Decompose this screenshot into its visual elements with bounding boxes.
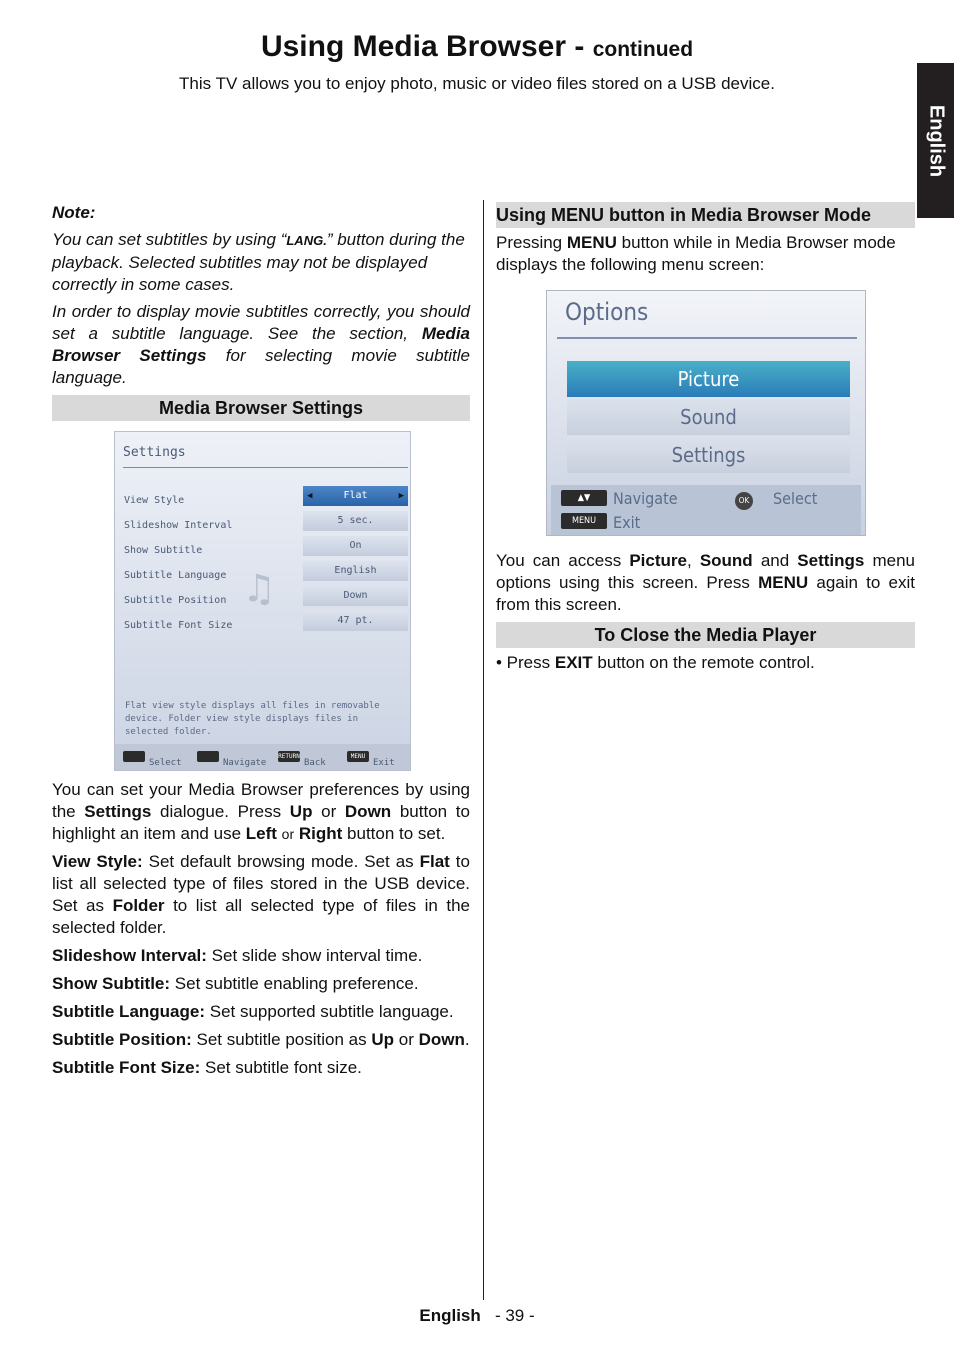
view-style-paragraph: View Style: Set default browsing mode. Set as Flat to list all selected type of files stored in the USB device. Set as Folder to list all selected type of files in the selected folder. — [52, 852, 471, 937]
up-down-key-icon — [197, 751, 219, 762]
settings-value: English — [303, 561, 408, 581]
up-down-key-icon: ▲▼ — [561, 490, 607, 506]
settings-value: On — [303, 536, 408, 556]
settings-label: Slideshow Interval — [124, 520, 233, 531]
settings-screenshot — [114, 431, 411, 771]
menu-key-icon: MENU — [561, 513, 607, 529]
note-paragraph-2: In order to display movie subtitles correctly, you should set a subtitle language. See the section, Media Browser Settings for selecting movie subtitle language. — [52, 302, 470, 387]
slideshow-paragraph: Slideshow Interval: Set slide show interval time. — [52, 946, 423, 965]
settings-value: 5 sec. — [303, 511, 408, 531]
left-arrow-icon: ◀ — [307, 491, 313, 501]
options-screen-title: Options — [565, 298, 649, 326]
section-heading-media-browser-settings: Media Browser Settings — [52, 395, 470, 421]
left-column — [52, 202, 470, 1079]
ok-key-icon: OK — [735, 492, 753, 510]
options-item-settings: Settings — [567, 437, 850, 473]
right-arrow-icon: ▶ — [398, 491, 404, 501]
section-heading-close-player: To Close the Media Player — [496, 622, 915, 648]
settings-label: Subtitle Font Size — [124, 620, 233, 631]
options-item-picture: Picture — [567, 361, 850, 397]
options-screenshot — [546, 290, 866, 536]
page-number: - 39 - — [494, 1306, 535, 1325]
settings-intro-paragraph: You can set your Media Browser preferences by using the Settings dialogue. Press Up or Down button to highlight an item and use Left or Right button to set. — [52, 780, 470, 843]
title-suffix: continued — [592, 38, 694, 61]
options-footer-bar: ▲▼ Navigate OK Select MENU Exit — [551, 485, 861, 535]
settings-footer-bar: Select Navigate RETURN Back MENU Exit — [115, 744, 410, 770]
subtitle-language-paragraph: Subtitle Language: Set supported subtitle language. — [52, 1002, 454, 1021]
options-title-divider — [557, 337, 857, 339]
music-note-icon: ♫ — [247, 566, 272, 612]
settings-info-text: Flat view style displays all files in removable device. Folder view style displays files in selected folder. — [125, 701, 380, 737]
menu-key-icon: MENU — [347, 751, 369, 762]
close-player-bullet: • Press EXIT button on the remote control. — [496, 653, 815, 672]
settings-title-divider — [123, 467, 408, 468]
page-title: Using Media Browser - continued — [260, 30, 694, 63]
column-divider — [483, 200, 484, 1300]
left-right-key-icon — [123, 751, 145, 762]
settings-screen-title: Settings — [123, 445, 186, 460]
note-paragraph-1: You can set subtitles by using “LANG.” button during the playback. Selected subtitles may not be displayed correctly in some cases. — [52, 230, 465, 294]
settings-value: Down — [303, 586, 408, 606]
menu-intro-paragraph: Pressing MENU button while in Media Browser mode displays the following menu screen: — [496, 233, 896, 274]
return-key-icon: RETURN — [278, 753, 300, 760]
page-subtitle: This TV allows you to enjoy photo, music or video files stored on a USB device. — [179, 74, 775, 93]
footer-language: English — [419, 1306, 481, 1325]
language-side-tab — [917, 63, 954, 218]
language-tab-label: English — [925, 104, 947, 177]
subtitle-position-paragraph: Subtitle Position: Set subtitle position as Up or Down. — [52, 1030, 470, 1049]
note-title: Note: — [52, 203, 96, 222]
right-column — [496, 202, 915, 674]
settings-label: Subtitle Position — [124, 595, 227, 606]
settings-label: View Style — [124, 495, 185, 506]
settings-label: Subtitle Language — [124, 570, 227, 581]
subtitle-font-size-paragraph: Subtitle Font Size: Set subtitle font size. — [52, 1058, 362, 1077]
settings-value: 47 pt. — [303, 611, 408, 631]
section-heading-menu-button: Using MENU button in Media Browser Mode — [496, 202, 915, 228]
page-footer — [0, 1306, 954, 1326]
settings-value: ◀ Flat ▶ — [303, 486, 408, 506]
options-item-sound: Sound — [567, 399, 850, 435]
settings-label: Show Subtitle — [124, 545, 203, 556]
show-subtitle-paragraph: Show Subtitle: Set subtitle enabling preference. — [52, 974, 419, 993]
options-access-paragraph: You can access Picture, Sound and Settings menu options using this screen. Press MENU again to exit from this screen. — [496, 551, 915, 614]
